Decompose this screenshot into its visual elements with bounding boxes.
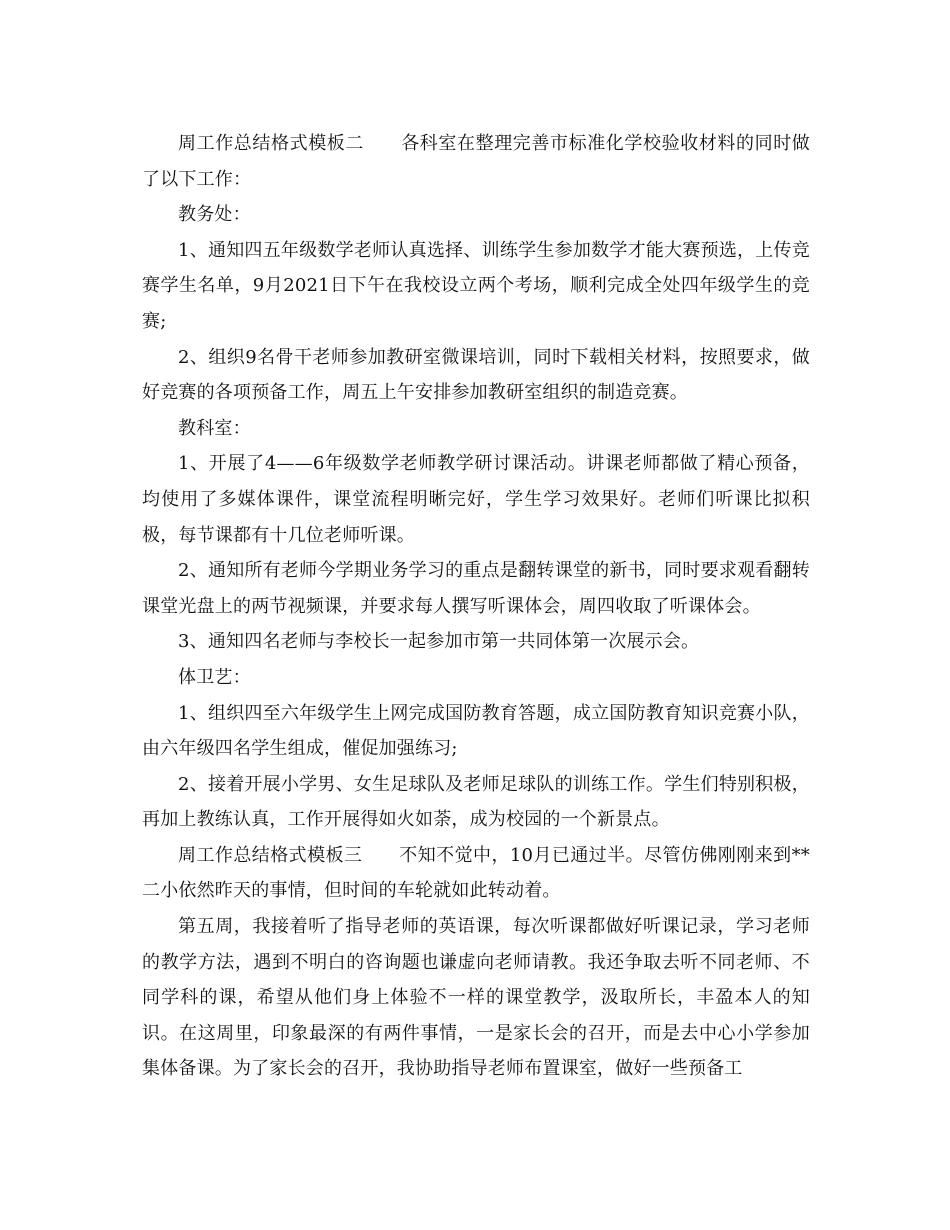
paragraph-flipped-classroom: 2、通知所有老师今学期业务学习的重点是翻转课堂的新书，同时要求观看翻转课堂光盘上的两节视频课，并要求每人撰写听课体会，周四收取了听课体会。 [142, 560, 810, 617]
heading-research-office: 教科室： [178, 417, 251, 439]
paragraph-defense-education: 1、组织四至六年级学生上网完成国防教育答题，成立国防教育知识竞赛小队，由六年级四名学生组成，催促加强练习; [142, 702, 810, 760]
document-body [142, 126, 810, 1087]
paragraph-seminar-lessons: 1、开展了4——6年级数学老师教学研讨课活动。讲课老师都做了精心预备，均使用了多媒体课件，课堂流程明晰完好，学生学习效果好。老师们听课比拟积极，每节课都有十几位老师听课。 [142, 453, 810, 546]
paragraph-week-five: 第五周，我接着听了指导老师的英语课，每次听课都做好听课记录，学习老师的教学方法，遇到不明白的咨询题也谦虚向老师请教。我还争取去听不同老师、不同学科的课，希望从他们身上体验不一样的课堂教学，汲取所长，丰盈本人的知识。在这周里，印象最深的有两件事情，一是家长会的召开，而是去中心小学参加集体备课。为了家长会的召开，我协助指导老师布置课室，做好一些预备工 [142, 916, 810, 1080]
paragraph-micro-lesson-training: 2、组织9名骨干老师参加教研室微课培训，同时下载相关材料，按照要求，做好竞赛的各项预备工作，周五上午安排参加教研室组织的制造竞赛。 [142, 346, 810, 404]
paragraph-math-contest: 1、通知四五年级数学老师认真选择、训练学生参加数学才能大赛预选，上传竞赛学生名单，9月2021日下午在我校设立两个考场，顺利完成全处四年级学生的竞赛; [142, 239, 810, 332]
paragraph-community-showcase: 3、通知四名老师与李校长一起参加市第一共同体第一次展示会。 [178, 631, 700, 653]
heading-academic-affairs: 教务处： [178, 204, 251, 226]
paragraph-football-training: 2、接着开展小学男、女生足球队及老师足球队的训练工作。学生们特别积极，再加上教练认真，工作开展得如火如荼，成为校园的一个新景点。 [142, 773, 810, 831]
heading-sports-health-arts: 体卫艺： [178, 666, 251, 688]
paragraph-template-three-intro: 周工作总结格式模板三 不知不觉中，10月已通过半。尽管仿佛刚刚来到**二小依然昨天的事情，但时间的车轮就如此转动着。 [142, 844, 810, 902]
paragraph-template-two-intro: 周工作总结格式模板二 各科室在整理完善市标准化学校验收材料的同时做了以下工作： [142, 133, 810, 190]
